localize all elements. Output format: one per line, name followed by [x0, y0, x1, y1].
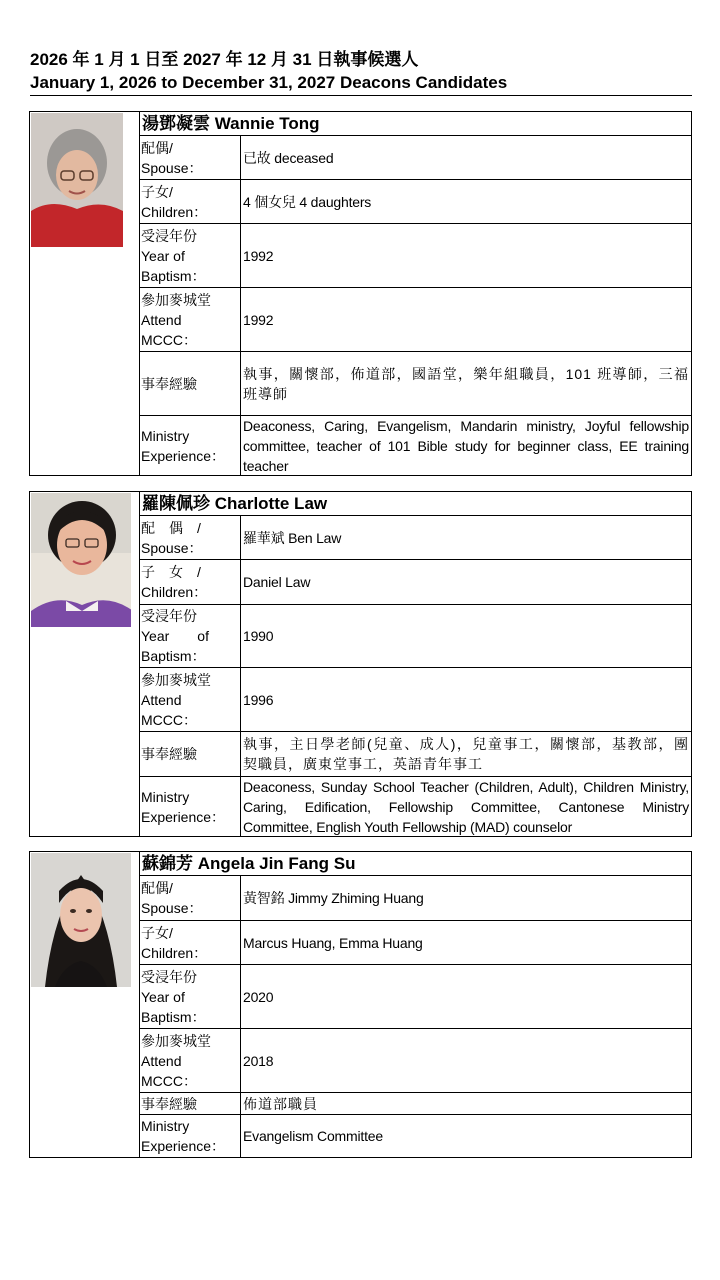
spouse-row	[140, 876, 691, 921]
ministry-en-row	[140, 416, 691, 475]
children-row	[140, 560, 691, 605]
ministry-en-value: Evangelism Committee	[243, 1128, 383, 1144]
ministry-en-row	[140, 1115, 691, 1157]
ministry-en-value: Deaconess, Sunday School Teacher (Children, Adult), Children Ministry, Caring, Edification, Fellowship Committee, Cantonese Ministry Committee, English Youth Fellowship (MAD) counselor	[243, 778, 689, 835]
ministry-zh-row	[140, 1093, 691, 1115]
candidate-card	[29, 491, 692, 837]
attend-value: 1992	[243, 311, 274, 328]
ministry-zh-value: 執事，主日學老師(兒童、成人)，兒童事工，關懷部，基教部，團契職員，廣東堂事工，英語青年事工	[243, 736, 689, 772]
candidate-name: 湯鄧凝雲 Wannie Tong	[140, 112, 691, 136]
candidate-name: 蘇錦芳 Angela Jin Fang Su	[140, 852, 691, 876]
candidate-photo	[31, 493, 131, 627]
baptism-row	[140, 224, 691, 288]
children-value: Marcus Huang, Emma Huang	[243, 934, 423, 951]
candidate-info	[140, 492, 691, 836]
ministry-zh-label: 事奉經驗	[140, 352, 241, 415]
candidate-card	[29, 111, 692, 476]
children-value: 4 個女兒 4 daughters	[243, 193, 372, 210]
ministry-zh-label: 事奉經驗	[140, 1093, 241, 1114]
ministry-en-label: Ministry Experience：	[140, 1115, 241, 1157]
photo-column	[30, 492, 140, 836]
ministry-en-row	[140, 777, 691, 836]
candidate-info	[140, 852, 691, 1157]
spouse-label: 配 偶 / Spouse：	[140, 516, 241, 559]
attend-label: 參加麥城堂 Attend MCCC：	[140, 668, 241, 731]
attend-row	[140, 288, 691, 352]
ministry-zh-row	[140, 732, 691, 777]
attend-label: 參加麥城堂 Attend MCCC：	[140, 1029, 241, 1092]
candidate-photo	[31, 113, 131, 247]
spouse-value: 已故 deceased	[243, 149, 334, 166]
attend-value: 2018	[243, 1052, 274, 1069]
children-row	[140, 180, 691, 224]
candidate-photo	[31, 853, 131, 987]
baptism-label: 受浸年份 Year of Baptism：	[140, 605, 241, 667]
candidate-card	[29, 851, 692, 1158]
ministry-zh-label: 事奉經驗	[140, 732, 241, 776]
baptism-value: 1992	[243, 247, 274, 264]
ministry-en-value: Deaconess, Caring, Evangelism, Mandarin ministry, Joyful fellowship committee, teacher of 101 Bible study for beginner class, EE training teacher	[243, 417, 689, 474]
candidate-name: 羅陳佩珍 Charlotte Law	[140, 492, 691, 516]
photo-column	[30, 112, 140, 475]
children-row	[140, 921, 691, 965]
spouse-label: 配偶/ Spouse：	[140, 876, 241, 920]
title-english: January 1, 2026 to December 31, 2027 Deacons Candidates	[30, 73, 508, 92]
baptism-value: 2020	[243, 988, 274, 1005]
attend-row	[140, 1029, 691, 1093]
title-chinese: 2026 年 1 月 1 日至 2027 年 12 月 31 日執事候選人	[30, 50, 419, 69]
baptism-value: 1990	[243, 628, 274, 644]
candidate-info	[140, 112, 691, 475]
children-label: 子女/ Children：	[140, 921, 241, 964]
baptism-row	[140, 965, 691, 1029]
ministry-zh-value: 佈道部職員	[243, 1095, 318, 1112]
baptism-row	[140, 605, 691, 668]
children-label: 子 女 / Children：	[140, 560, 241, 604]
document-header	[30, 48, 692, 96]
attend-value: 1996	[243, 691, 274, 708]
attend-label: 參加麥城堂 Attend MCCC：	[140, 288, 241, 351]
attend-row	[140, 668, 691, 732]
spouse-row	[140, 136, 691, 180]
ministry-zh-value: 執事，關懷部，佈道部，國語堂，樂年組職員，101 班導師，三福班導師	[243, 365, 689, 402]
spouse-value: 黃智銘 Jimmy Zhiming Huang	[243, 890, 424, 906]
baptism-label: 受浸年份 Year of Baptism：	[140, 224, 241, 287]
children-label: 子女/ Children：	[140, 180, 241, 223]
ministry-zh-row	[140, 352, 691, 416]
ministry-en-label: Ministry Experience：	[140, 777, 241, 836]
spouse-label: 配偶/ Spouse：	[140, 136, 241, 179]
spouse-row	[140, 516, 691, 560]
children-value: Daniel Law	[243, 574, 311, 590]
photo-column	[30, 852, 140, 1157]
ministry-en-label: Ministry Experience：	[140, 416, 241, 475]
spouse-value: 羅華斌 Ben Law	[243, 529, 342, 546]
baptism-label: 受浸年份 Year of Baptism：	[140, 965, 241, 1028]
